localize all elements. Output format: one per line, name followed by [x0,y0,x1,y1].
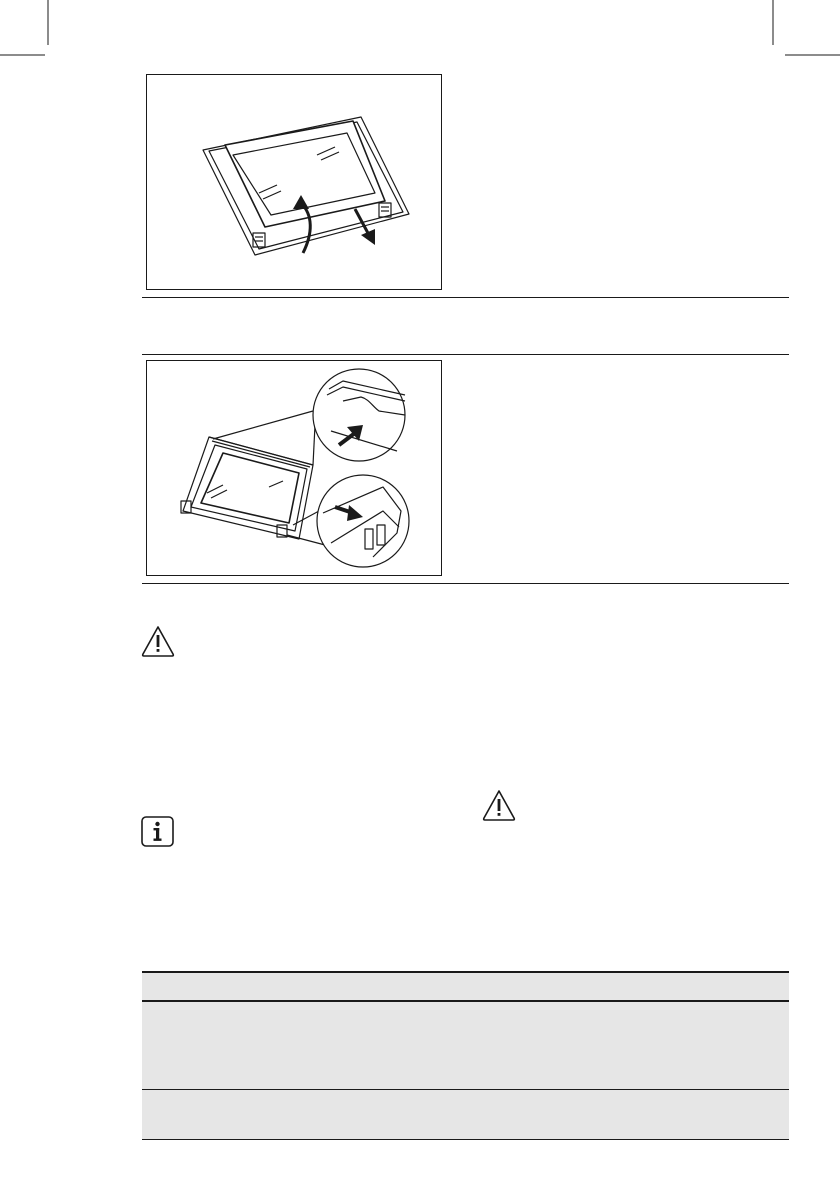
door-removal-figure [146,74,442,290]
crop-marks [0,0,840,80]
door-removal-illustration [147,75,441,289]
table-row [142,1002,789,1089]
table-bottom-border [142,1139,789,1140]
glass-panel-illustration [147,361,441,575]
glass-panel-figure [146,360,442,576]
table-row [142,1090,789,1139]
table-header-row [142,973,789,1000]
warning-triangle-icon [481,788,517,822]
section-divider [142,297,789,298]
section-divider [142,583,789,584]
info-icon [141,816,174,847]
warning-triangle-icon [140,624,176,658]
section-divider [142,354,789,355]
